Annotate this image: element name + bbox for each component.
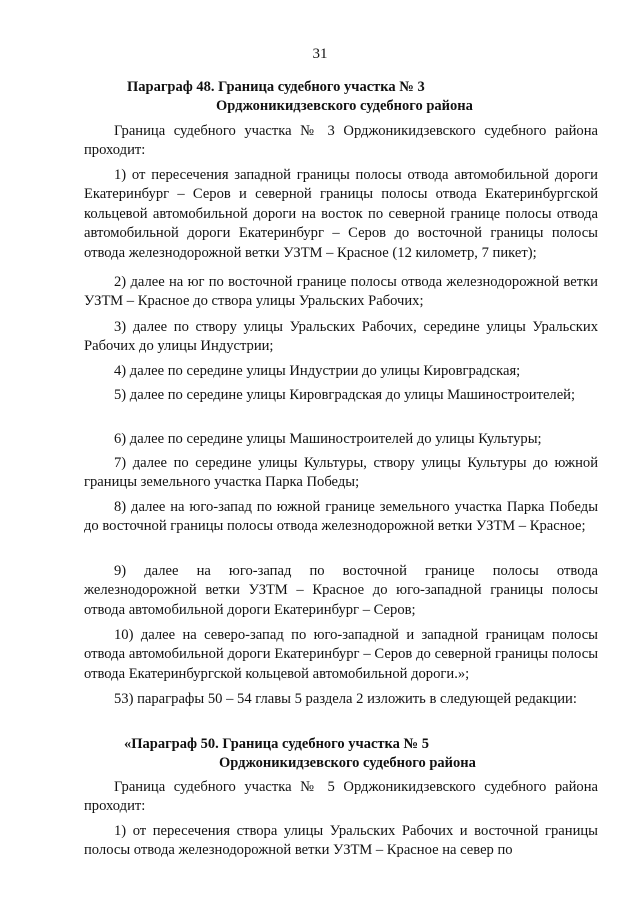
list-item: 7) далее по середине улицы Культуры, створу улицы Культуры до южной границы земельного участка Парка Победы; [84,455,598,491]
section-heading-line2: Орджоникидзевского судебного района [216,98,473,114]
section-heading-line1: «Параграф 50. Граница судебного участка № 5 [124,736,429,752]
list-item: 9) далее на юго-запад по восточной границе полосы отвода железнодорожной ветки УЗТМ – Красное до юго-западной границы полосы отвода автомобильной дороги Екатеринбург – Серов; [84,563,598,618]
list-item: 3) далее по створу улицы Уральских Рабочих, середине улицы Уральских Рабочих до улицы Индустрии; [84,319,598,355]
list-item: 8) далее на юго-запад по южной границе земельного участка Парка Победы до восточной границы полосы отвода железнодорожной ветки УЗТМ – Красное; [84,499,598,535]
page-number: 31 [312,46,328,62]
list-item: 6) далее по середине улицы Машиностроителей до улицы Культуры; [114,431,542,447]
section-intro: Граница судебного участка № 3 Орджоникидзевского судебного района проходит: [84,123,598,159]
section-heading-line2: Орджоникидзевского судебного района [219,755,476,771]
list-item: 1) от пересечения западной границы полосы отвода автомобильной дороги Екатеринбург – Серов и северной границы полосы отвода Екатеринбургской кольцевой автомобильной дороги на восток по северной границе полосы отвода автомобильной дороги Екатеринбург – Серов до восточной границы полосы отвода железнодорожной ветки УЗТМ – Красное (12 километр, 7 пикет); [84,167,598,261]
amendment-text: 53) параграфы 50 – 54 главы 5 раздела 2 изложить в следующей редакции: [114,691,577,707]
list-item: 1) от пересечения створа улицы Уральских Рабочих и восточной границы полосы отвода железнодорожной ветки УЗТМ – Красное на север по [84,823,598,859]
list-item: 4) далее по середине улицы Индустрии до улицы Кировградская; [114,363,521,379]
section-heading-line1: Параграф 48. Граница судебного участка № 3 [127,79,425,95]
list-item: 10) далее на северо-запад по юго-западной и западной границам полосы отвода автомобильной дороги Екатеринбург – Серов до северной границы полосы отвода Екатеринбургской кольцевой автомобильной дороги.»; [84,627,598,682]
list-item: 2) далее на юг по восточной границе полосы отвода железнодорожной ветки УЗТМ – Красное до створа улицы Уральских Рабочих; [84,274,598,310]
section-intro: Граница судебного участка № 5 Орджоникидзевского судебного района проходит: [84,779,598,815]
list-item: 5) далее по середине улицы Кировградская до улицы Машиностроителей; [114,387,576,403]
